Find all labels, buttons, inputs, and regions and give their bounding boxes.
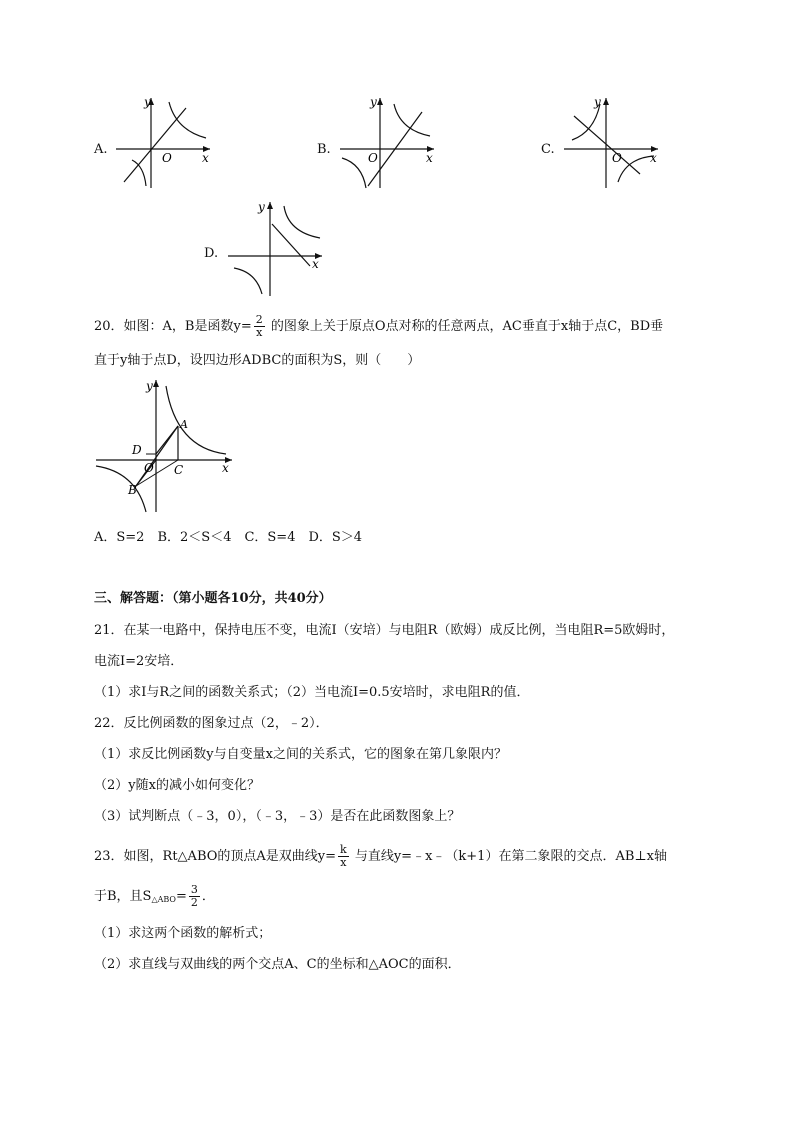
x-axis-label: x bbox=[202, 151, 209, 165]
q21-line-3: （1）求I与R之间的函数关系式；（2）当电流I=0.5安培时，求电阻R的值． bbox=[94, 685, 530, 700]
q20-fraction: $\frac{2}{x}$ bbox=[255, 313, 263, 339]
y-axis-label: y bbox=[594, 95, 601, 109]
option-b-label: B. bbox=[317, 142, 331, 157]
x-axis-label: x bbox=[312, 257, 319, 271]
option-d-label: D. bbox=[204, 246, 219, 261]
option-d-graph bbox=[226, 198, 326, 302]
option-c-label: C. bbox=[541, 142, 555, 157]
q21-line-1: 21．在某一电路中，保持电压不变，电流I（安培）与电阻R（欧姆）成反比例，当电阻R=5欧姆时， bbox=[94, 623, 675, 638]
fig-y-label: y bbox=[146, 379, 153, 393]
q23-line-3: （1）求这两个函数的解析式； bbox=[94, 926, 272, 941]
q23-line-4: （2）求直线与双曲线的两个交点A、C的坐标和△AOC的面积． bbox=[94, 957, 461, 972]
q20-figure bbox=[94, 378, 234, 518]
origin-label: O bbox=[368, 151, 378, 165]
q22-line-3: （2）y随x的减小如何变化？ bbox=[94, 778, 260, 793]
point-b-label: B bbox=[128, 483, 137, 497]
option-b-graph bbox=[338, 94, 438, 194]
q22-line-1: 22．反比例函数的图象过点（2，﹣2）． bbox=[94, 716, 329, 731]
q23-line-1: 23．如图，Rt△ABO的顶点A是双曲线y= $\frac{k}{x}$ 与直线y=﹣x﹣（k+1）在第二象限的交点．AB⊥x轴 bbox=[94, 843, 667, 869]
origin-label: O bbox=[162, 151, 172, 165]
q23-fraction-area: $\frac{3}{2}$ bbox=[190, 883, 198, 909]
fig-x-label: x bbox=[222, 461, 229, 475]
option-a-label: A. bbox=[94, 142, 108, 157]
q23-fraction-k: $\frac{k}{x}$ bbox=[340, 843, 347, 869]
x-axis-label: x bbox=[650, 151, 657, 165]
y-axis-label: y bbox=[144, 95, 151, 109]
point-a-label: A bbox=[180, 418, 188, 431]
q21-line-2: 电流I=2安培． bbox=[94, 654, 184, 669]
origin-label: O bbox=[612, 151, 622, 165]
option-a-graph bbox=[114, 94, 214, 194]
x-axis-label: x bbox=[426, 151, 433, 165]
point-d-label: D bbox=[132, 443, 142, 457]
q20-line-1: 20．如图：A，B是函数y= $\frac{2}{x}$ 的图象上关于原点O点对称的任意两点，AC垂直于x轴于点C，BD垂 bbox=[94, 313, 664, 339]
option-c-graph bbox=[562, 94, 662, 194]
point-o-label: O bbox=[144, 461, 154, 475]
point-c-label: C bbox=[174, 463, 184, 477]
q20-options: A．S=2 B．2＜S＜4 C．S=4 D．S＞4 bbox=[94, 530, 363, 545]
q22-line-2: （1）求反比例函数y与自变量x之间的关系式，它的图象在第几象限内？ bbox=[94, 747, 507, 762]
section-heading: 三、解答题：（第小题各10分，共40分） bbox=[94, 591, 332, 606]
y-axis-label: y bbox=[370, 95, 377, 109]
q20-line-2: 直于y轴于点D，设四边形ADBC的面积为S，则（ ） bbox=[94, 353, 421, 368]
q23-line-2: 于B，且$S_{\triangle ABO}=$ $\frac{3}{2}$ ． bbox=[94, 883, 215, 909]
y-axis-label: y bbox=[258, 200, 265, 214]
q22-line-4: （3）试判断点（﹣3，0），（﹣3，﹣3）是否在此函数图象上？ bbox=[94, 809, 461, 824]
